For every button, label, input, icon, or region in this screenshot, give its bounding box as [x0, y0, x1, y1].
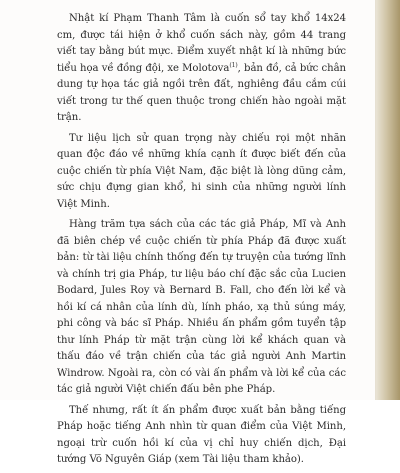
paragraph-diary-description [57, 11, 346, 127]
paragraph-vietnamese-perspective [57, 403, 346, 469]
body-text [57, 11, 346, 473]
book-spine-gutter [376, 0, 400, 400]
paragraph-text: Hàng trăm tựa sách của các tác giả Pháp, Mĩ và Anh đã biên chép về cuộc chiến từ phía Pháp đã được xuất bản: từ tài liệu chính thống đến tự truyện của tướng lĩnh và chính trị gia Pháp, tư liệu báo chí đặc sắc của Lucien Bodard, Jules Roy và Bernard B. Fall, cho đến lời kể và hồi kí cá nhân của lính dù, lính pháo, xạ thủ súng máy, phi công và bác sĩ Pháp. Nhiều ấn phẩm gồm tuyển tập thư lính Pháp từ mặt trận cùng lời kể khách quan và thấu đáo về trận chiến của tác giả người Anh Martin Windrow. Ngoài ra, còn có vài ấn phẩm và lời kể của các tác giả người Việt chiến đấu bên phe Pháp. [57, 219, 346, 395]
paragraph-text-continued: , bản đồ, cả bức chân dung tự họa tác giả ngồi trên đất, nghiêng đầu cắm cúi viết trong tư thế quen thuộc trong chiến hào ngoài mặt trận. [57, 62, 346, 123]
footnote-marker[interactable]: (1) [229, 61, 238, 69]
paragraph-text: Thế nhưng, rất ít ấn phẩm được xuất bản bằng tiếng Pháp hoặc tiếng Anh nhìn từ quan điểm của Việt Minh, ngoại trừ cuốn hồi kí của vị chỉ huy chiến dịch, Đại tướng Võ Nguyên Giáp (xem Tài liệu tham khảo). [57, 404, 346, 465]
paragraph-french-sources [57, 217, 346, 399]
paragraph-text: Tư liệu lịch sử quan trọng này chiếu rọi một nhãn quan độc đáo về những khía cạnh ít được biết đến của cuộc chiến từ phía Việt Nam, đặc biệt là lòng dũng cảm, sức chịu đựng gian khổ, hi sinh của những người lính Việt Minh. [57, 132, 346, 210]
paragraph-text: Nhật kí Phạm Thanh Tâm là cuốn sổ tay khổ 14x24 cm, được tái hiện ở khổ cuốn sách này, gồm 44 trang viết tay bằng bút mực. Điểm xuyết nhật kí là những bức tiểu họa về đồng đội, xe Molotova [57, 13, 346, 74]
paragraph-historical-significance [57, 131, 346, 214]
